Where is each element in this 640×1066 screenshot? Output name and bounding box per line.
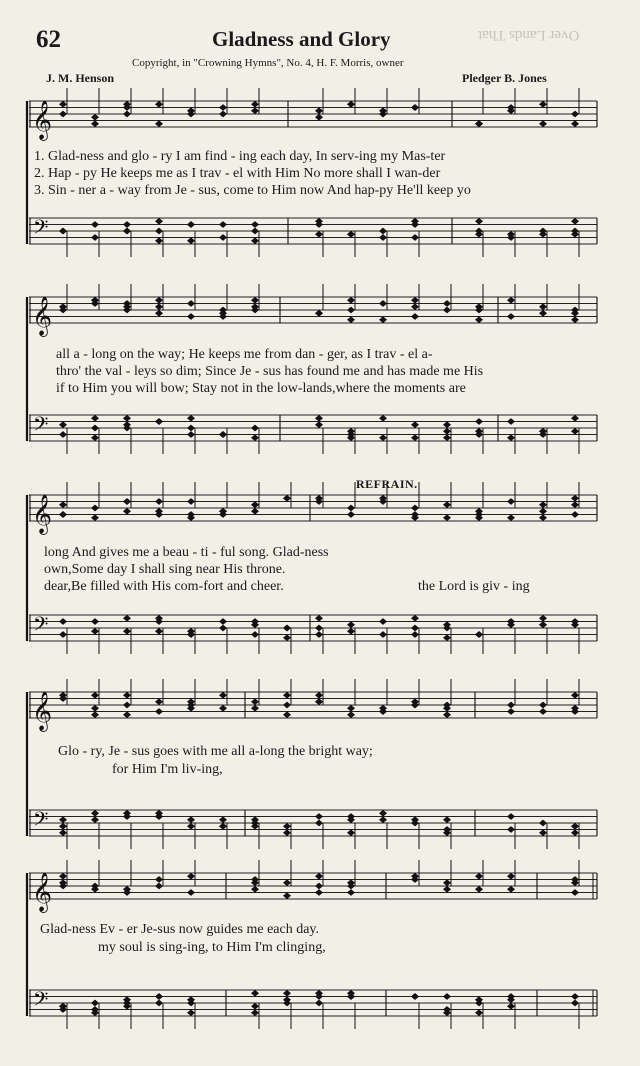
notehead [187, 415, 195, 422]
notehead [91, 120, 99, 127]
notehead [251, 990, 259, 997]
page-number: 62 [36, 26, 61, 53]
notehead [219, 816, 227, 823]
notehead [187, 300, 195, 307]
notehead [59, 501, 67, 508]
notehead [251, 221, 259, 228]
notehead [251, 631, 259, 638]
notehead [443, 514, 451, 521]
notehead [571, 993, 579, 1000]
lyric-verse-3-system-3: dear,Be filled with His com-fort and cheer. [44, 579, 284, 594]
notehead [379, 234, 387, 241]
notehead [123, 692, 131, 699]
notehead [475, 418, 483, 425]
notehead [539, 702, 547, 709]
notehead [283, 829, 291, 836]
notehead [187, 313, 195, 320]
notehead [59, 618, 67, 625]
notehead [571, 823, 579, 830]
notehead [571, 829, 579, 836]
notehead [571, 692, 579, 699]
notehead [251, 107, 259, 114]
notehead [283, 495, 291, 502]
notehead [411, 615, 419, 622]
notehead [219, 111, 227, 118]
notehead [475, 218, 483, 225]
notehead [571, 415, 579, 422]
treble-clef-icon: 𝄞 [32, 100, 53, 140]
lyric-verse-3-system-1: 3. Sin - ner a - way from Je - sus, come to Him now And hap-py He'll keep yo [34, 183, 471, 198]
notehead [283, 990, 291, 997]
notehead [155, 876, 163, 883]
notehead [539, 708, 547, 715]
notehead [379, 810, 387, 817]
lyric-alto-system-4: for Him I'm liv-ing, [112, 762, 223, 777]
notehead [539, 303, 547, 310]
notehead [123, 221, 131, 228]
notehead [347, 621, 355, 628]
bass-clef-icon: 𝄢 [33, 987, 49, 1016]
notehead [443, 886, 451, 893]
notehead [123, 711, 131, 718]
notehead [379, 631, 387, 638]
notehead [123, 628, 131, 635]
notehead [347, 307, 355, 314]
bleed-through-text: Over Lands That [478, 27, 580, 43]
notehead [283, 634, 291, 641]
notehead [251, 237, 259, 244]
notehead [411, 234, 419, 241]
notehead [59, 101, 67, 108]
notehead [539, 508, 547, 515]
notehead [251, 1003, 259, 1010]
notehead [411, 505, 419, 512]
notehead [123, 508, 131, 515]
notehead [571, 1000, 579, 1007]
notehead [475, 631, 483, 638]
notehead [315, 698, 323, 705]
bass-clef-icon: 𝄢 [33, 612, 49, 641]
notehead [91, 705, 99, 712]
notehead [507, 813, 515, 820]
notehead [59, 816, 67, 823]
notehead [187, 221, 195, 228]
notehead [443, 879, 451, 886]
treble-clef-icon: 𝄞 [32, 494, 53, 534]
notehead [155, 310, 163, 317]
notehead [155, 237, 163, 244]
lyric-verse-2-system-3: own,Some day I shall sing near His throne. [44, 562, 286, 577]
notehead [155, 628, 163, 635]
notehead [507, 708, 515, 715]
notehead [283, 702, 291, 709]
notehead [155, 883, 163, 890]
treble-clef-icon: 𝄞 [32, 872, 53, 912]
notehead [283, 711, 291, 718]
notehead [251, 1009, 259, 1016]
notehead [411, 104, 419, 111]
hymn-title: Gladness and Glory [212, 27, 391, 51]
notehead [155, 303, 163, 310]
notehead [539, 514, 547, 521]
notehead [219, 625, 227, 632]
notehead [315, 310, 323, 317]
notehead [443, 993, 451, 1000]
notehead [155, 218, 163, 225]
notehead [123, 415, 131, 422]
notehead [187, 873, 195, 880]
notehead [507, 702, 515, 709]
notehead [155, 498, 163, 505]
notehead [507, 873, 515, 880]
notehead [91, 425, 99, 432]
notehead [443, 501, 451, 508]
notehead [315, 1000, 323, 1007]
notehead [59, 823, 67, 830]
notehead [347, 829, 355, 836]
notehead [347, 505, 355, 512]
notehead [539, 829, 547, 836]
treble-clef-icon: 𝄞 [32, 691, 53, 731]
notehead [507, 1003, 515, 1010]
notehead [379, 228, 387, 235]
notehead [379, 316, 387, 323]
notehead [155, 708, 163, 715]
lyric-system-5: Glad-ness Ev - er Je-sus now guides me each day. [40, 922, 320, 937]
notehead [347, 889, 355, 896]
notehead [59, 111, 67, 118]
lyric-system-4: Glo - ry, Je - sus goes with me all a-long the bright way; [58, 744, 373, 759]
notehead [475, 873, 483, 880]
lyric-alto-system-5: my soul is sing-ing, to Him I'm clinging, [98, 940, 326, 955]
notehead [315, 889, 323, 896]
notehead [187, 237, 195, 244]
notehead [507, 313, 515, 320]
notehead [283, 879, 291, 886]
lyric-verse-2-system-2: thro' the val - leys so dim; Since Je - sus has found me and has made me His [56, 364, 484, 379]
notehead [443, 816, 451, 823]
notehead [219, 692, 227, 699]
notehead [411, 421, 419, 428]
notehead [187, 1009, 195, 1016]
notehead [187, 498, 195, 505]
notehead [315, 625, 323, 632]
notehead [91, 810, 99, 817]
notehead [507, 886, 515, 893]
notehead [155, 993, 163, 1000]
notehead [571, 428, 579, 435]
notehead [539, 820, 547, 827]
notehead [251, 101, 259, 108]
notehead [123, 111, 131, 118]
lyricist-credit: Pledger B. Jones [462, 71, 547, 85]
notehead [347, 101, 355, 108]
notehead [347, 711, 355, 718]
notehead [155, 228, 163, 235]
notehead [155, 418, 163, 425]
notehead [59, 421, 67, 428]
notehead [155, 698, 163, 705]
notehead [539, 120, 547, 127]
notehead [347, 628, 355, 635]
notehead [123, 702, 131, 709]
notehead [187, 425, 195, 432]
notehead [91, 711, 99, 718]
notehead [219, 705, 227, 712]
notehead [539, 621, 547, 628]
notehead [155, 120, 163, 127]
notehead [443, 428, 451, 435]
notehead [251, 425, 259, 432]
notehead [187, 823, 195, 830]
lyric-verse-1-system-3: long And gives me a beau - ti - ful song. Glad-ness [44, 545, 329, 560]
notehead [219, 618, 227, 625]
notehead [539, 501, 547, 508]
notehead [123, 615, 131, 622]
composer-credit: J. M. Henson [46, 71, 115, 85]
lyric-verse-3-system-2: if to Him you will bow; Stay not in the low-lands,where the moments are [56, 381, 466, 396]
notehead [155, 101, 163, 108]
treble-clef-icon: 𝄞 [32, 296, 53, 336]
notehead [91, 514, 99, 521]
notehead [315, 421, 323, 428]
notehead [155, 1000, 163, 1007]
notehead [507, 514, 515, 521]
notehead [507, 498, 515, 505]
notehead [91, 505, 99, 512]
notehead [251, 297, 259, 304]
notehead [379, 415, 387, 422]
notehead [219, 431, 227, 438]
lyric-verse-2-system-1: 2. Hap - py He keeps me as I trav - el with Him No more shall I wan-der [34, 166, 441, 181]
notehead [475, 316, 483, 323]
notehead [251, 886, 259, 893]
notehead [411, 297, 419, 304]
notehead [219, 823, 227, 830]
notehead [443, 307, 451, 314]
notehead [283, 625, 291, 632]
notehead [539, 101, 547, 108]
notehead [507, 434, 515, 441]
notehead [315, 883, 323, 890]
notehead [91, 415, 99, 422]
notehead [283, 692, 291, 699]
notehead [315, 114, 323, 121]
lyric-verse-1-system-2: all a - long on the way; He keeps me from dan - ger, as I trav - el a- [56, 347, 433, 362]
notehead [219, 221, 227, 228]
notehead [347, 511, 355, 518]
notehead [187, 431, 195, 438]
notehead [315, 107, 323, 114]
bass-clef-icon: 𝄢 [33, 412, 49, 441]
notehead [539, 615, 547, 622]
notehead [347, 705, 355, 712]
notehead [59, 873, 67, 880]
notehead [91, 234, 99, 241]
notehead [59, 829, 67, 836]
notehead [219, 104, 227, 111]
bass-clef-icon: 𝄢 [33, 807, 49, 836]
notehead [123, 498, 131, 505]
notehead [315, 415, 323, 422]
notehead [59, 228, 67, 235]
notehead [411, 313, 419, 320]
notehead [411, 625, 419, 632]
refrain-label: REFRAIN. [356, 477, 418, 491]
notehead [507, 826, 515, 833]
notehead [315, 820, 323, 827]
notehead [411, 434, 419, 441]
notehead [251, 434, 259, 441]
notehead [315, 615, 323, 622]
notehead [315, 813, 323, 820]
notehead [475, 1009, 483, 1016]
notehead [251, 228, 259, 235]
notehead [91, 434, 99, 441]
lyric-alto-system-3: the Lord is giv - ing [418, 579, 530, 594]
notehead [251, 705, 259, 712]
notehead [443, 434, 451, 441]
notehead [443, 711, 451, 718]
notehead [411, 631, 419, 638]
lyric-verse-1-system-1: 1. Glad-ness and glo - ry I am find - ing each day, In serv-ing my Mas-ter [34, 149, 446, 164]
notehead [187, 889, 195, 896]
notehead [59, 511, 67, 518]
notehead [507, 418, 515, 425]
notehead [443, 421, 451, 428]
copyright-notice: Copyright, in "Crowning Hymns", No. 4, H. F. Morris, owner [132, 57, 404, 69]
notehead [571, 495, 579, 502]
notehead [379, 434, 387, 441]
notehead [187, 816, 195, 823]
notehead [155, 297, 163, 304]
notehead [283, 823, 291, 830]
notehead [91, 816, 99, 823]
notehead [411, 303, 419, 310]
notehead [91, 628, 99, 635]
notehead [571, 218, 579, 225]
notehead [219, 234, 227, 241]
notehead [315, 873, 323, 880]
notehead [91, 692, 99, 699]
notehead [123, 228, 131, 235]
notehead [347, 231, 355, 238]
notehead [251, 501, 259, 508]
notehead [379, 618, 387, 625]
notehead [315, 231, 323, 238]
notehead [411, 993, 419, 1000]
notehead [91, 221, 99, 228]
notehead [475, 120, 483, 127]
notehead [443, 300, 451, 307]
notehead [347, 297, 355, 304]
notehead [315, 692, 323, 699]
notehead [315, 631, 323, 638]
notehead [539, 310, 547, 317]
notehead [443, 634, 451, 641]
notehead [59, 631, 67, 638]
notehead [571, 120, 579, 127]
notehead [91, 114, 99, 121]
notehead [571, 501, 579, 508]
bass-clef-icon: 𝄢 [33, 215, 49, 244]
notehead [571, 111, 579, 118]
notehead [507, 297, 515, 304]
notehead [59, 431, 67, 438]
notehead [251, 698, 259, 705]
notehead [379, 816, 387, 823]
notehead [571, 511, 579, 518]
notehead [347, 316, 355, 323]
notehead [379, 300, 387, 307]
notehead [571, 889, 579, 896]
notehead [91, 618, 99, 625]
notehead [91, 1000, 99, 1007]
notehead [251, 508, 259, 515]
notehead [571, 316, 579, 323]
notehead [283, 892, 291, 899]
notehead [475, 886, 483, 893]
